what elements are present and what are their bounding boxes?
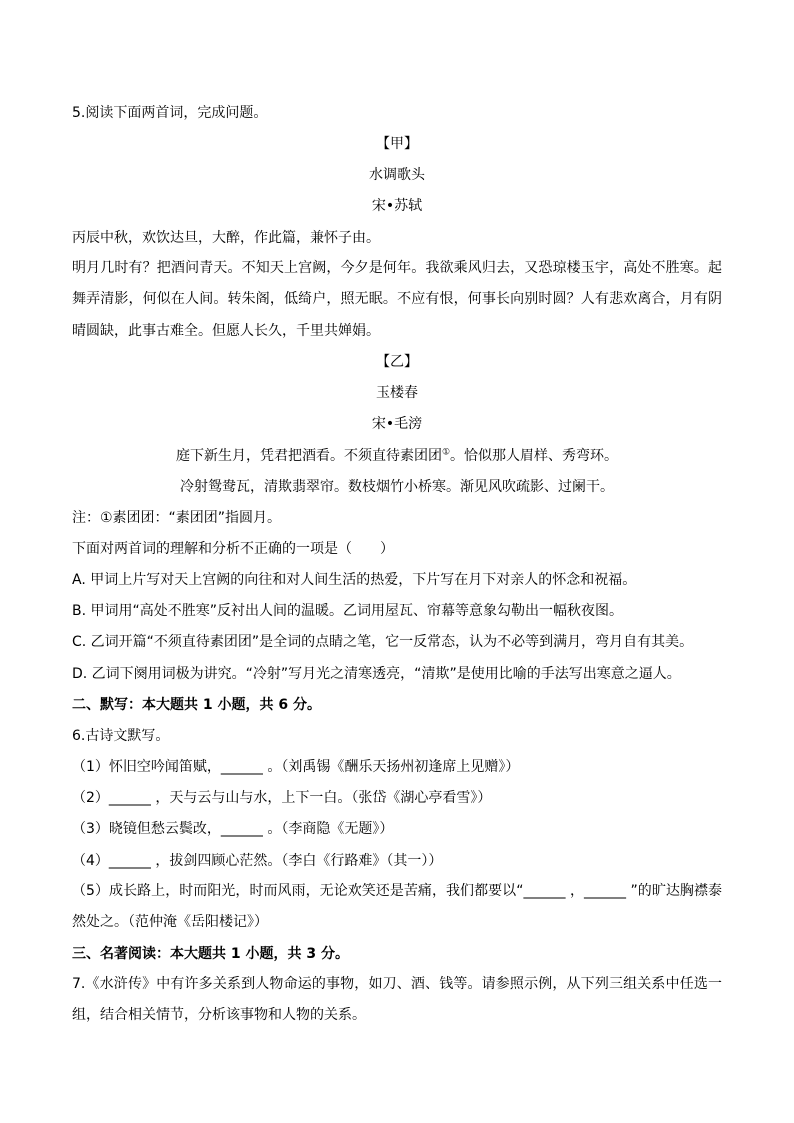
q6-item-1: （1）怀旧空吟闻笛赋，______ 。（刘禹锡《酬乐天扬州初逢席上见赠》） <box>72 759 520 775</box>
poem-jia-label: 【甲】 <box>376 136 418 152</box>
footnote-marker: ① <box>441 447 451 458</box>
poem-jia-author: 宋•苏轼 <box>371 198 423 214</box>
poem-yi-line-1 <box>0 446 794 466</box>
q6-item-5: （5）成长路上，时而阳光，时而风雨，无论欢笑还是苦痛，我们都要以“______ ，______ ”的旷达胸襟泰然处之。（范仲淹《岳阳楼记》） <box>72 883 722 931</box>
poem-yi-author: 宋•毛滂 <box>371 416 423 432</box>
poem-jia-preface: 丙辰中秋，欢饮达旦，大醉，作此篇，兼怀子由。 <box>72 230 380 246</box>
q6-item-2: （2）______ ，天与云与山与水，上下一白。（张岱《湖心亭看雪》） <box>72 790 492 806</box>
poem-yi-label: 【乙】 <box>376 354 418 370</box>
poem-yi-line-2: 冷射鸳鸯瓦，清欺翡翠帘。数枝烟竹小桥寒。渐见风吹疏影、过阑干。 <box>180 479 614 495</box>
q5-stem: 5.阅读下面两首词，完成问题。 <box>72 105 268 121</box>
q7-stem: 7.《水浒传》中有许多关系到人物命运的事物，如刀、酒、钱等。请参照示例，从下列三组关系中任选一组，结合相关情节，分析该事物和人物的关系。 <box>72 976 722 1024</box>
footnote: 注：①素团团：“素团团”指圆月。 <box>72 510 282 526</box>
poem-jia-body: 明月几时有？把酒问青天。不知天上宫阙，今夕是何年。我欲乘风归去，又恐琼楼玉宇，高处不胜寒。起舞弄清影，何似在人间。转朱阁，低绮户，照无眠。不应有恨，何事长向别时圆？人有悲欢离合，月有阴晴圆缺，此事古难全。但愿人长久，千里共婵娟。 <box>72 260 722 339</box>
option-a: A. 甲词上片写对天上宫阙的向往和对人间生活的热爱，下片写在月下对亲人的怀念和祝福。 <box>72 572 637 588</box>
q6-stem: 6.古诗文默写。 <box>72 728 170 744</box>
option-c: C. 乙词开篇“不须直待素团团”是全词的点睛之笔，它一反常态，认为不必等到满月，弯月自有其美。 <box>72 634 694 650</box>
q6-item-4: （4）______ ，拔剑四顾心茫然。（李白《行路难》（其一）） <box>72 853 443 869</box>
poem-yi-title: 玉楼春 <box>376 385 418 401</box>
option-b: B. 甲词用“高处不胜寒”反衬出人间的温暖。乙词用屋瓦、帘幕等意象勾勒出一幅秋夜图。 <box>72 603 624 619</box>
q5-question: 下面对两首词的理解和分析不正确的一项是（ ） <box>72 541 394 557</box>
section-3-heading: 三、名著阅读：本大题共 1 小题，共 3 分。 <box>72 946 349 962</box>
poem-yi-line-1-b: 。恰似那人眉样、秀弯环。 <box>450 448 619 464</box>
section-2-heading: 二、默写：本大题共 1 小题，共 6 分。 <box>72 697 321 713</box>
poem-jia-title: 水调歌头 <box>369 167 425 183</box>
poem-yi-line-1-a: 庭下新生月，凭君把酒看。不须直待素团团 <box>175 448 442 464</box>
q6-item-3: （3）晓镜但愁云鬓改，______ 。（李商隐《无题》） <box>72 821 394 837</box>
option-d: D. 乙词下阕用词极为讲究。“冷射”写月光之清寒透亮，“清欺”是使用比喻的手法写出寒意之逼人。 <box>72 666 681 682</box>
